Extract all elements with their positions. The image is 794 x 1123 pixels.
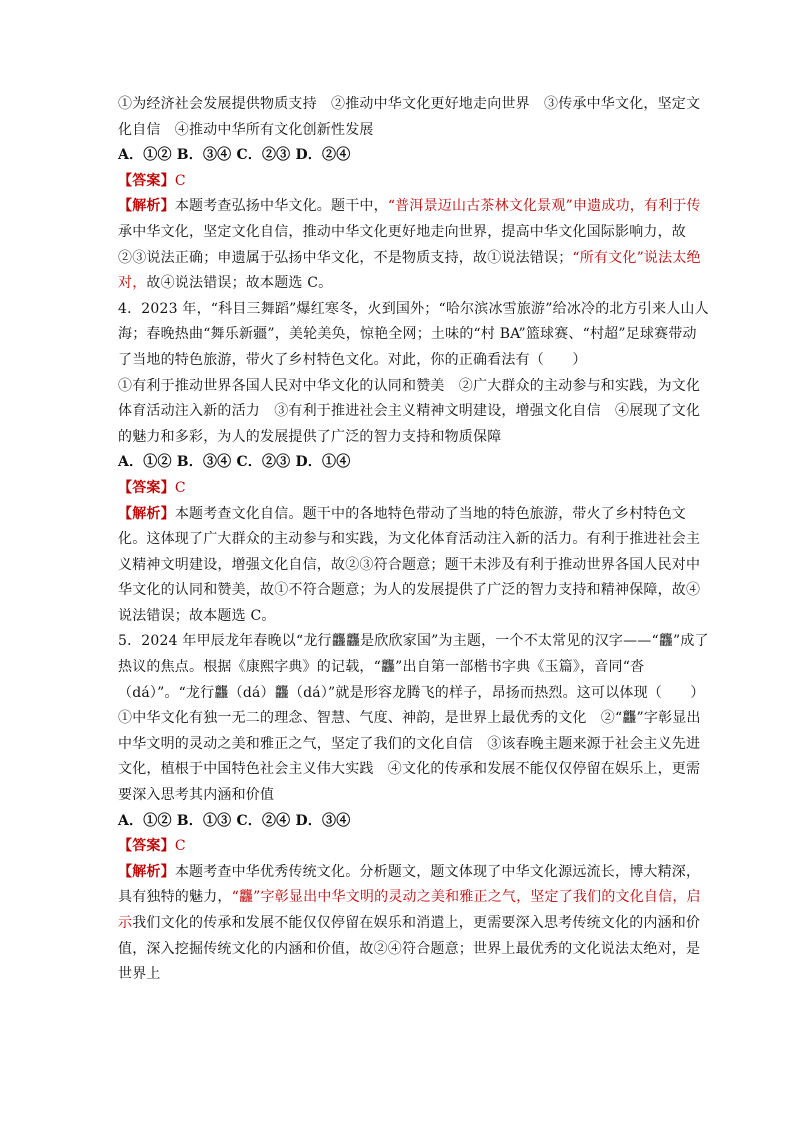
q5-answer-value: C: [174, 838, 186, 855]
q3-answer: [118, 169, 710, 195]
q4-answer-value: C: [174, 479, 186, 496]
q3-analysis-highlight1: “普洱景迈山古茶林文化景观”申遗成功，有利于传: [387, 198, 701, 215]
q4-analysis-label: 【解析】: [118, 505, 175, 522]
q5-answer: [118, 834, 710, 860]
q3-analysis: [118, 194, 710, 296]
q3-options: [118, 92, 710, 143]
q3-analysis-highlight2: “所有文化”说法太绝对，: [118, 249, 701, 292]
q5-stem: 5．2024 年甲辰龙年春晚以“龙行龘龘是欣欣家国”为主题，一个不太常见的汉字——“龘”成了热议的焦点。根据《康熙字典》的记载，“龘”出自第一部楷书字典《玉篇》，音同“沓（dá）”。“龙行龘（dá）龘（dá）”就是形容龙腾飞的样子，昂扬而热烈。这可以体现（ ）: [118, 633, 709, 701]
q3-choices: A．①② B．③④ C．②③ D．②④: [118, 147, 351, 164]
q4-analysis: [118, 502, 710, 630]
q5-answer-label: 【答案】: [118, 838, 175, 855]
q3-answer-label: 【答案】: [118, 172, 175, 189]
q4-choices: A．①② B．③④ C．②③ D．①④: [118, 454, 351, 471]
q3-analysis-text2: 承中华文化，坚定文化自信，推动中华文化更好地走向世界，提高中华文化国际影响力，故②③说法正确；申遗属于弘扬中华文化，不是物质支持，故①说法错误；: [118, 223, 686, 266]
page-content: [118, 92, 710, 988]
q5-choices: A．①② B．①③ C．②④ D．③④: [118, 812, 351, 829]
q5-analysis-text1: 本题考查中华优秀传统文化。分析题文，题文体现了中华文化源远流长，博大精深，具有独特的魅力，: [118, 863, 701, 906]
q5-analysis: [118, 860, 710, 988]
q5-analysis-highlight1: “龘”字彰显出中华文明的灵动之美和雅正之气，坚定了我们的文化自信，启示: [118, 889, 701, 931]
q5-analysis-label: 【解析】: [118, 863, 175, 880]
q5-options: ①中华文化有独一无二的理念、智慧、气度、神韵，是世界上最优秀的文化 ②“龘”字彰显出中华文明的灵动之美和雅正之气，坚定了我们的文化自信 ③该春晚主题来源于社会主义先进文化，植根于中国特色社会主义伟大实践 ④文化的传承和发展不能仅仅停留在娱乐上，更需要深入思考其内涵和价值: [118, 710, 701, 804]
q4-options: ①有利于推动世界各国人民对中华文化的认同和赞美 ②广大群众的主动参与和实践，为文化体育活动注入新的活力 ③有利于推进社会主义精神文明建设，增强文化自信 ④展现了文化的魅力和多彩，为人的发展提供了广泛的智力支持和物质保障: [118, 377, 701, 445]
q3-analysis-label: 【解析】: [118, 198, 175, 215]
q3-answer-value: C: [174, 172, 186, 189]
q3-options-line2: 化自信 ④推动中华所有文化创新性发展: [118, 121, 374, 138]
q4-answer: [118, 476, 710, 502]
q3-options-line1: ①为经济社会发展提供物质支持 ②推动中华文化更好地走向世界 ③传承中华文化，坚定文: [118, 96, 701, 112]
q4-analysis-text: 本题考查文化自信。题干中的各地特色带动了当地的特色旅游，带火了乡村特色文化。这体现了广大群众的主动参与和实践，为文化体育活动注入新的活力。有利于推进社会主义精神文明建设，增强文化自信，故②③符合题意；题干未涉及有利于推动世界各国人民对中华文化的认同和赞美，故①不符合题意；为人的发展提供了广泛的智力支持和精神保障，故④说法错误；故本题选 C。: [118, 505, 701, 624]
q4-answer-label: 【答案】: [118, 479, 175, 496]
q3-analysis-text1: 本题考查弘扬中华文化。题干中，: [174, 198, 388, 215]
q5-analysis-text2: 我们文化的传承和发展不能仅仅停留在娱乐和消遣上，更需要深入思考传统文化的内涵和价值，深入挖掘传统文化的内涵和价值，故②④符合题意；世界上最优秀的文化说法太绝对，是世界上: [118, 915, 701, 983]
q4-stem: 4．2023 年，“科目三舞蹈”爆红寒冬，火到国外；“哈尔滨冰雪旅游”给冰冷的北方引来人山人海；春晚热曲“舞乐新疆”，美轮美奂，惊艳全网；土味的“村 BA”篮球赛、“村超”足球赛带动了当地的特色旅游，带火了乡村特色文化。对此，你的正确看法有（ ）: [118, 300, 709, 368]
q3-analysis-text3: 故④说法错误；故本题选 C。: [146, 275, 333, 292]
